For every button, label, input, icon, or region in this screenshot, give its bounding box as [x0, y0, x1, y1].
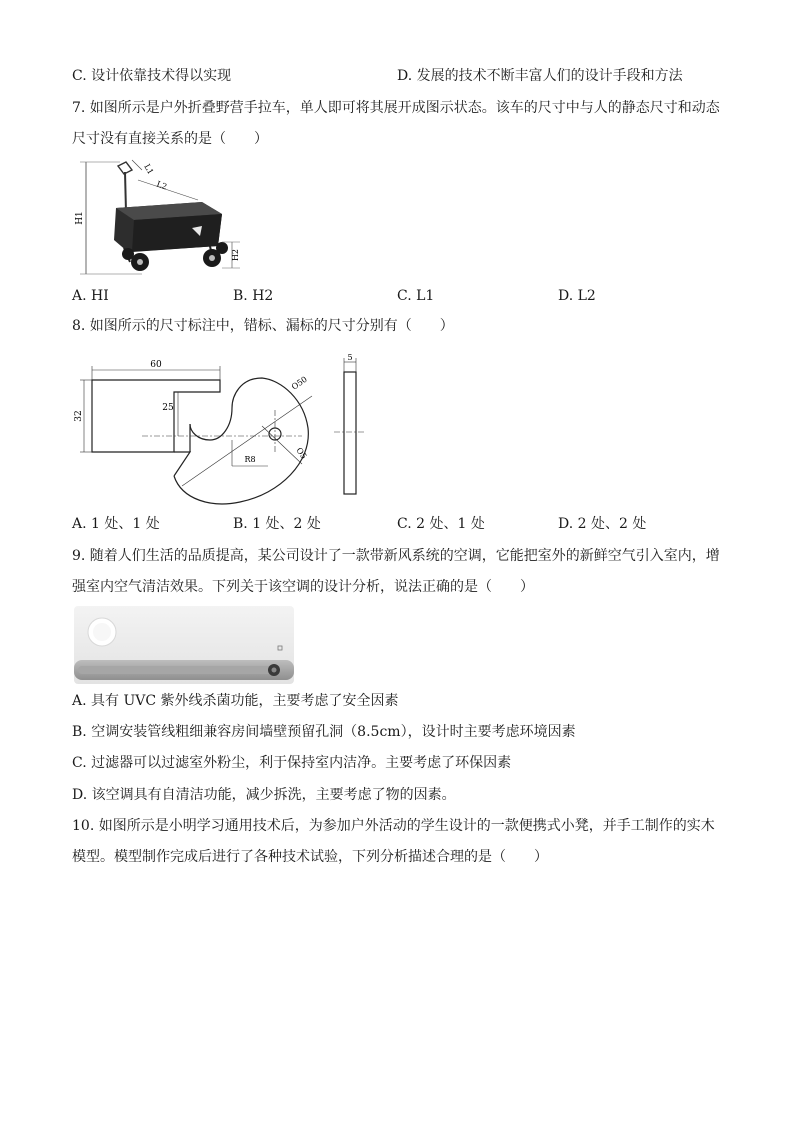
q7-label-h2: H2 [231, 248, 240, 262]
q7-label-l1: L1 [142, 162, 156, 177]
q8-option-b: B. 1 处、2 处 [233, 516, 321, 532]
q8-dim-width: 60 [150, 360, 162, 370]
q7-stem-line2: 尺寸没有直接关系的是（ ） [72, 131, 268, 147]
q10-stem-line1: 10. 如图所示是小明学习通用技术后，为参加户外活动的学生设计的一款便携式小凳，并手工制作的实木 [72, 818, 715, 834]
q7-label-l2: L2 [155, 179, 169, 192]
q9-stem-line1: 9. 随着人们生活的品质提高，某公司设计了一款带新风系统的空调，它能把室外的新鲜空气引入室内，增 [72, 548, 720, 564]
q9-option-d: D. 该空调具有自清洁功能，减少拆洗，主要考虑了物的因素。 [72, 787, 456, 803]
q8-dim-radius: R8 [244, 455, 256, 464]
q6-option-d: D. 发展的技术不断丰富人们的设计手段和方法 [397, 68, 683, 84]
q9-air-conditioner-image [74, 606, 294, 684]
q8-option-a: A. 1 处、1 处 [72, 516, 160, 532]
q8-dimension-drawing [72, 354, 382, 508]
q8-stem: 8. 如图所示的尺寸标注中，错标、漏标的尺寸分别有（ ） [72, 318, 454, 334]
q8-dim-height: 32 [74, 410, 84, 422]
q7-cart-figure [72, 156, 262, 278]
q9-stem-line2: 强室内空气清洁效果。下列关于该空调的设计分析，说法正确的是（ ） [72, 579, 534, 595]
q9-option-b: B. 空调安装管线粗细兼容房间墙壁预留孔洞（8.5cm），设计时主要考虑环境因素 [72, 724, 576, 740]
q7-option-a: A. HI [72, 288, 109, 304]
q9-option-a: A. 具有 UVC 紫外线杀菌功能，主要考虑了安全因素 [72, 693, 399, 709]
q8-option-c: C. 2 处、1 处 [397, 516, 485, 532]
q7-label-h1: H1 [75, 211, 85, 225]
q6-option-c: C. 设计依靠技术得以实现 [72, 68, 232, 84]
q8-option-d: D. 2 处、2 处 [558, 516, 647, 532]
q8-dim-hole: O5 [294, 445, 309, 461]
q10-stem-line2: 模型。模型制作完成后进行了各种技术试验，下列分析描述合理的是（ ） [72, 849, 548, 865]
q8-dim-inner: 25 [162, 403, 174, 413]
q8-dim-thick: 5 [347, 354, 353, 362]
q7-option-d: D. L2 [558, 288, 596, 304]
q9-option-c: C. 过滤器可以过滤室外粉尘，利于保持室内洁净。主要考虑了环保因素 [72, 755, 512, 771]
q7-option-b: B. H2 [233, 288, 274, 304]
q7-stem-line1: 7. 如图所示是户外折叠野营手拉车，单人即可将其展开成图示状态。该车的尺寸中与人的静态尺寸和动态 [72, 100, 720, 116]
q8-dim-arc: O50 [289, 374, 309, 392]
q7-option-c: C. L1 [397, 288, 435, 304]
